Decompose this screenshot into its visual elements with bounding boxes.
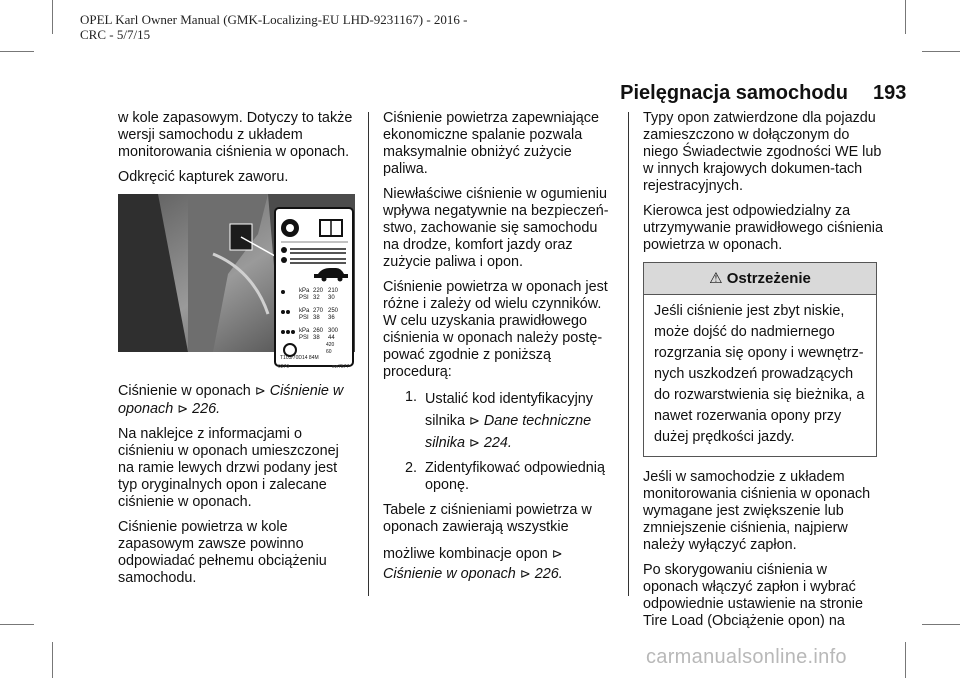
list-item: 1. Ustalić kod identyfikacyjny silnika ⊳ Dane techniczne silnika ⊳ 224. [383,389,613,454]
kpa-value: 210 [328,288,339,294]
paragraph: Na naklejce z informacjami o ciśnieniu w oponach umieszczonej na ramie lewych drzwi podany jest typ oryginalnych opon i zalecane ciśnienie w oponach. [118,426,339,510]
document-meta [80,12,468,42]
reference-arrow-icon: ⊳ [254,383,266,398]
warning-header [644,263,876,295]
crop-mark [0,624,34,625]
kpa-value: 220 [313,288,324,294]
list-item: 2. Zidentyfikować odpowiednią oponę. [383,460,613,494]
column-3 [643,110,883,638]
paragraph-with-reference: Ciśnienie w oponach ⊳ Ciśnienie w oponach ⊳ 226. [118,383,344,417]
reference-arrow-icon: ⊳ [551,546,563,561]
kpa-value: 250 [328,308,339,314]
step-number: 2. [404,460,417,476]
column-2 [383,110,613,592]
paragraph: Po skorygowaniu ciśnienia w oponach włączyć zapłon i wybrać odpowiednie ustawienie na stronie Tire Load (Obciążenie opon) na [643,562,864,629]
crop-mark [52,642,53,678]
warning-box [643,262,877,457]
reference-arrow-icon: ⊳ [469,413,480,428]
watermark-logo[interactable]: carmanualsonline.info [646,646,847,668]
paragraph: Ciśnienie powietrza zapewniające ekonomiczne spalanie pozwala maksymalnie obniżyć zużycie paliwa. [383,110,599,177]
spare-kpa: 420 [326,342,335,348]
figure-code: 0270 [278,364,290,370]
reference-arrow-icon: ⊳ [177,401,189,416]
paragraph: Jeśli w samochodzie z układem monitorowania ciśnienia w oponach wymagane jest zwiększenie lub zmniejszenie ciśnienia, najpierw należy wyłączyć zapłon. [643,469,871,553]
psi-label: PSI [299,315,309,321]
tire-icon [281,219,299,237]
reference-page[interactable]: 224 [483,435,508,451]
column-divider [628,112,629,596]
paragraph: Kierowca jest odpowiedzialny za utrzymywanie prawidłowego ciśnienia powietrza w oponach. [643,203,883,253]
psi-label: PSI [299,295,309,301]
paragraph: Typy opon zatwierdzone dla pojazdu zamieszczono w dołączonym do niego Świadectwie zgodności WE lub w innych krajowych dokumen-tach rejestracyjnych. [643,110,882,194]
paragraph: Tabele z ciśnieniami powietrza w oponach zawierają wszystkie [383,502,592,535]
psi-value: 30 [328,295,335,301]
meta-line-1: OPEL Karl Owner Manual (GMK-Localizing-EU LHD-9231167) - 2016 - [80,12,468,27]
reference-link[interactable]: Ciśnienie w oponach [383,566,516,582]
kpa-value: 260 [313,328,324,334]
reference-page[interactable]: 226 [534,566,559,582]
kpa-label: kPa [299,308,310,314]
crop-mark [905,0,906,34]
meta-line-2: CRC - 5/7/15 [80,27,151,42]
procedure-steps [383,389,613,494]
crop-mark [905,642,906,678]
psi-value: 38 [313,335,320,341]
kpa-value: 270 [313,308,324,314]
section-title: Pielęgnacja samochodu [620,82,848,104]
paragraph: w kole zapasowym. Dotyczy to także wersji samochodu z układem monitorowania ciśnienia w oponach. [118,110,353,160]
column-divider [368,112,369,596]
psi-value: 38 [313,315,320,321]
tire-size: T105/70D14 84M [280,355,319,361]
reference-link[interactable]: Dane techniczne silnika [425,413,592,451]
reference-arrow-icon: ⊳ [469,435,480,450]
paragraph-with-reference: możliwe kombinacje opon ⊳ Ciśnienie w oponach ⊳ 226. [383,546,563,582]
kpa-label: kPa [299,288,310,294]
paragraph: Niewłaściwe ciśnienie w ogumieniu wpływa negatywnie na bezpieczeń-stwo, zachowanie się samochodu na drodze, komfort jazdy oraz zużycie paliwa i opon. [383,186,609,270]
paragraph: Ciśnienie powietrza w kole zapasowym zawsze powinno odpowiadać pełnemu obciążeniu samochodu. [118,519,327,586]
warning-title: Ostrzeżenie [726,270,811,287]
reference-link[interactable]: Ciśnienie w oponach [118,383,344,417]
page-number: 193 [873,82,907,104]
psi-label: PSI [299,335,309,341]
psi-value: 36 [328,315,335,321]
warning-text: Jeśli ciśnienie jest zbyt niskie, może dojść do nadmiernego rozgrzania się opony i wewnętrz-nych uszkodzeń prowadzących do rozwarstwienia się bieżnika, a nawet rozerwania opony przy dużej prędkości jazdy. [654,303,865,445]
kpa-value: 300 [328,328,339,334]
kpa-label: kPa [299,328,310,334]
crop-mark [52,0,53,34]
door-frame-illustration [118,194,355,370]
step-number: 1. [404,389,417,405]
crop-mark [0,51,34,52]
reference-arrow-icon: ⊳ [519,566,531,581]
psi-value: 44 [328,335,335,341]
paragraph: Odkręcić kapturek zaworu. [118,169,289,185]
psi-value: 32 [313,295,320,301]
figure-code: sw7577 [332,364,350,370]
crop-mark [922,51,960,52]
spare-psi: 60 [326,349,332,355]
paragraph: Ciśnienie powietrza w oponach jest różne i zależy od wielu czynników. W celu uzyskania prawidłowego ciśnienia w oponach należy postę-pować zgodnie z poniższą procedurą: [383,279,608,380]
column-1 [118,110,358,595]
reference-page[interactable]: 226 [192,401,217,417]
warning-icon: ⚠ [709,270,723,287]
crop-mark [922,624,960,625]
tire-pressure-label-figure [118,194,355,370]
